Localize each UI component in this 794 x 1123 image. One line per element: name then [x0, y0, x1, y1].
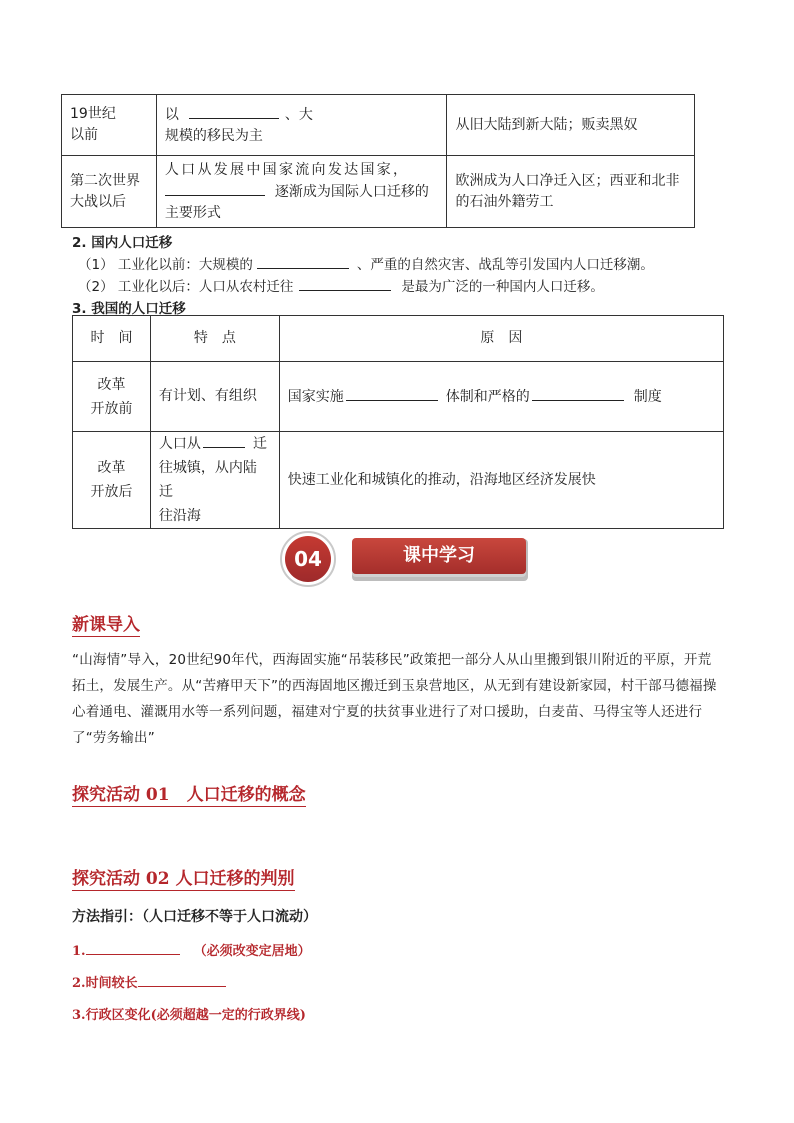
cause-line: 的石油外籍劳工: [455, 193, 554, 210]
method-guide: 方法指引：（人口迁移不等于人口流动）: [72, 909, 317, 925]
feature-line: 规模的移民为主: [164, 127, 263, 144]
cause-cell: [279, 362, 723, 432]
cause-line: 欧洲成为人口净迁入区；西亚和北非: [455, 172, 680, 189]
international-migration-table: [61, 94, 695, 228]
fill-blank[interactable]: [138, 972, 226, 987]
feature-cell: 有计划、有组织: [150, 362, 279, 432]
criterion-1: [72, 940, 311, 959]
time-line: 大战以后: [70, 193, 126, 210]
criterion-text: 2.时间较长: [72, 976, 138, 991]
activity1-heading: 探究活动 01 人口迁移的概念: [72, 785, 306, 805]
feature-text: 以: [164, 106, 179, 123]
banner-number: 04: [294, 547, 322, 571]
feature-line: [159, 432, 271, 456]
header-feature: 特 点: [150, 316, 279, 362]
criterion-note: （必须改变定居地）: [193, 944, 311, 959]
time-line: 第二次世界: [70, 172, 140, 189]
feature-line: 往沿海: [158, 508, 201, 524]
fill-blank[interactable]: [299, 276, 391, 291]
feature-cell: [156, 156, 447, 228]
cause-cell: 快速工业化和城镇化的推动，沿海地区经济发展快: [279, 432, 723, 529]
time-line: 改革: [97, 376, 126, 393]
time-line: 开放后: [90, 484, 133, 500]
banner-title: 课中学习: [352, 538, 526, 574]
item-number: （1）: [78, 257, 114, 273]
feature-text: 逐渐成为国际人口迁移的: [274, 183, 429, 200]
paragraph-line: 了“劳务输出”: [72, 730, 155, 746]
fill-blank[interactable]: [189, 104, 279, 119]
paragraph-line: 拓土，发展生产。从“苦瘠甲天下”的西海固地区搬迁到玉泉营地区，从无到有建设新家园，村干部马德福操: [72, 678, 717, 694]
feature-line: 人口从发展中国家流向发达国家，: [164, 161, 410, 178]
section-banner: [280, 531, 530, 587]
criterion-number: 1.: [72, 944, 86, 959]
china-migration-table: [72, 315, 724, 529]
time-cell: [62, 156, 157, 228]
intro-paragraph: [72, 647, 724, 751]
feature-text: 迁: [252, 436, 267, 452]
item-text: 是最为广泛的一种国内人口迁移。: [401, 279, 604, 295]
header-time: 时 间: [73, 316, 151, 362]
fill-blank[interactable]: [257, 254, 349, 269]
feature-line: [165, 181, 439, 203]
feature-line: [165, 104, 439, 126]
section-title: 2. 国内人口迁移: [72, 235, 173, 251]
activity2-heading: 探究活动 02 人口迁移的判别: [72, 869, 295, 889]
paragraph-line: 心着通电、灌溉用水等一系列问题，福建对宁夏的扶贫事业进行了对口援助，白麦苗、马得宝等人还进行: [72, 704, 703, 720]
fill-blank[interactable]: [532, 386, 624, 401]
feature-text: 、大: [284, 106, 313, 123]
section-title: 3. 我国的人口迁移: [72, 301, 186, 317]
fill-blank[interactable]: [165, 181, 265, 196]
criterion-2: [72, 972, 226, 991]
cause-cell: 从旧大陆到新大陆；贩卖黑奴: [447, 95, 695, 156]
time-line: 改革: [97, 460, 126, 476]
feature-line: 往城镇，从内陆迁: [158, 460, 257, 500]
cause-text: 国家实施: [287, 388, 344, 405]
item-number: （2）: [78, 279, 114, 295]
item-text: 工业化以前：大规模的: [117, 257, 253, 273]
feature-text: 人口从: [158, 436, 201, 452]
criterion-3: 3.行政区变化(必须超越一定的行政界线): [72, 1008, 306, 1023]
time-cell: [73, 362, 151, 432]
time-line: 开放前: [90, 400, 133, 417]
time-line: 19世纪: [70, 106, 116, 122]
cause-text: 制度: [633, 388, 662, 405]
cause-cell: [447, 156, 695, 228]
cause-text: 体制和严格的: [445, 388, 530, 405]
time-cell: [73, 432, 151, 529]
time-cell: [62, 95, 157, 156]
time-line: 以前: [70, 127, 98, 143]
fill-blank[interactable]: [203, 433, 245, 448]
feature-line: 主要形式: [164, 204, 221, 221]
header-cause: 原 因: [279, 316, 723, 362]
item-text: 、严重的自然灾害、战乱等引发国内人口迁移潮。: [356, 257, 654, 273]
fill-blank[interactable]: [86, 940, 180, 955]
fill-blank[interactable]: [346, 386, 438, 401]
list-item: [78, 253, 654, 273]
paragraph-line: “山海情”导入，20世纪90年代，西海固实施“吊装移民”政策把一部分人从山里搬到银川附近的平原，开荒: [72, 652, 712, 668]
list-item: [78, 275, 604, 295]
intro-heading: 新课导入: [72, 615, 140, 635]
item-text: 工业化以后：人口从农村迁往: [117, 279, 294, 295]
feature-cell: [150, 432, 279, 529]
feature-cell: [156, 95, 447, 156]
